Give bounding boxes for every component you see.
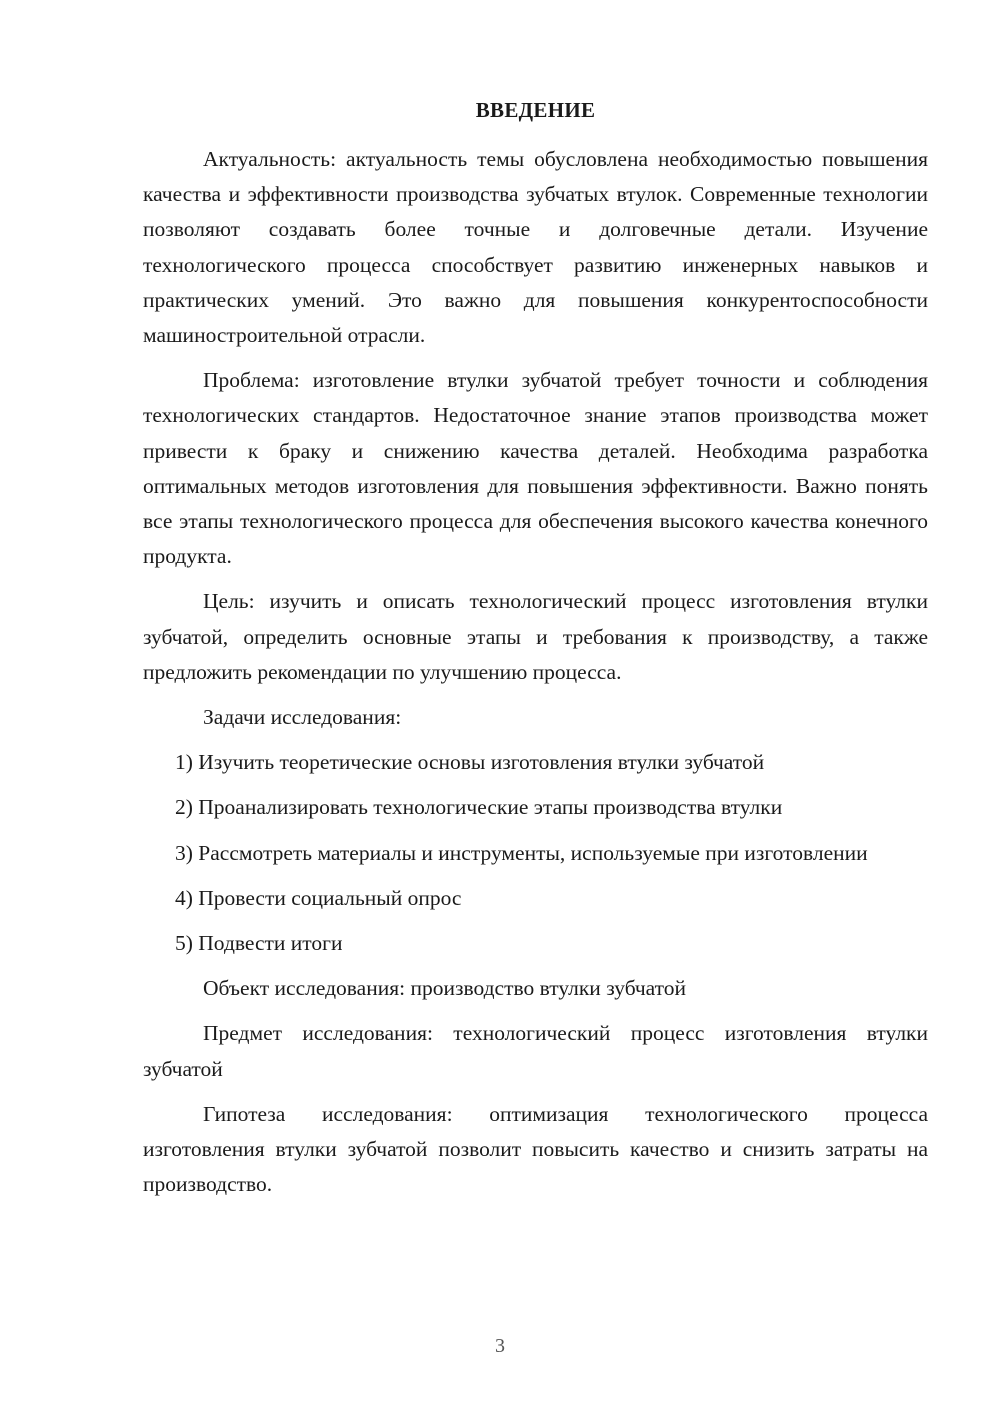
paragraph-problem: Проблема: изготовление втулки зубчатой требует точности и соблюдения технологических стандартов. Недостаточное знание этапов производства может привести к браку и снижению качества деталей. Необходима разработка оптимальных методов изготовления для повышения эффективности. Важно понять все этапы технологического процесса для обеспечения высокого качества конечного продукта. xyxy=(143,368,928,569)
paragraph-tasks-intro: Задачи исследования: xyxy=(203,705,402,730)
task-item-5: 5) Подвести итоги xyxy=(175,931,343,956)
document-page xyxy=(143,95,928,1212)
paragraph-goal: Цель: изучить и описать технологический процесс изготовления втулки зубчатой, определить основные этапы и требования к производству, а также предложить рекомендации по улучшению процесса. xyxy=(143,589,928,684)
task-item-3: 3) Рассмотреть материалы и инструменты, используемые при изготовлении xyxy=(175,840,868,865)
task-item-1: 1) Изучить теоретические основы изготовления втулки зубчатой xyxy=(175,750,765,775)
section-heading: ВВЕДЕНИЕ xyxy=(475,98,596,122)
page-number: 3 xyxy=(495,1335,505,1357)
paragraph-object: Объект исследования: производство втулки зубчатой xyxy=(203,976,686,1001)
task-item-2: 2) Проанализировать технологические этапы производства втулки xyxy=(175,795,783,820)
paragraph-hypothesis: Гипотеза исследования: оптимизация технологического процесса изготовления втулки зубчатой позволит повысить качество и снизить затраты на производство. xyxy=(143,1101,928,1197)
task-item-4: 4) Провести социальный опрос xyxy=(175,885,462,910)
paragraph-relevance: Актуальность: актуальность темы обусловлена необходимостью повышения качества и эффективности производства зубчатых втулок. Современные технологии позволяют создавать более точные и долговечные детали. Изучение технологического процесса способствует развитию инженерных навыков и практических умений. Это важно для повышения конкурентоспособности машиностроительной отрасли. xyxy=(143,147,928,348)
paragraph-subject: Предмет исследования: технологический процесс изготовления втулки зубчатой xyxy=(143,1021,928,1081)
